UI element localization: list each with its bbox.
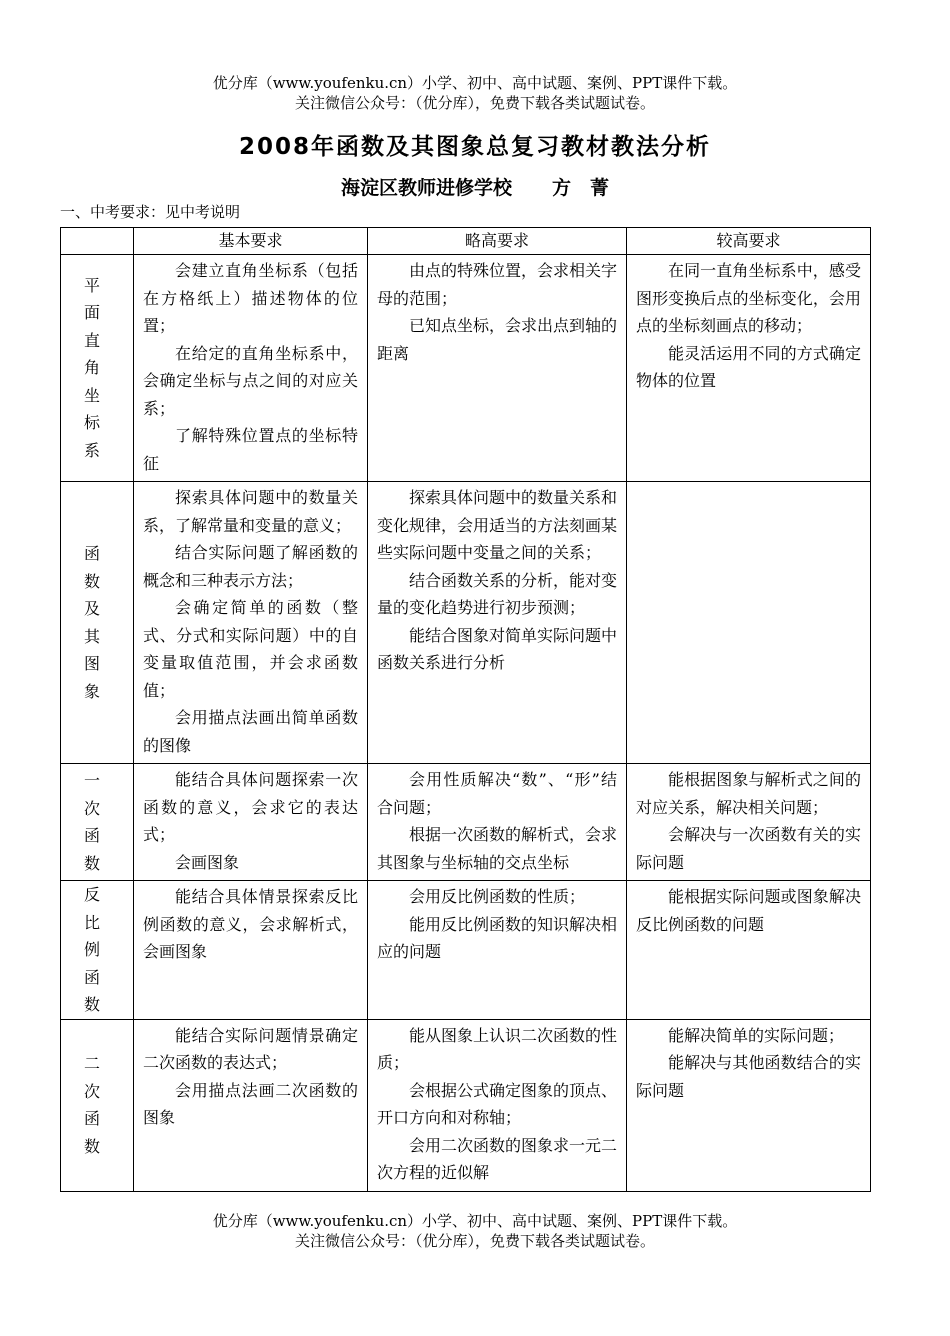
category-label: 二次函数 (83, 1054, 110, 1156)
table-header-row (61, 228, 871, 255)
requirement-text: 能结合具体问题探索一次函数的意义，会求它的表达式； (143, 770, 358, 844)
requirement-text: 能结合实际问题情景确定二次函数的表达式； (143, 1025, 358, 1072)
requirement-text: 会建立直角坐标系（包括在方格纸上）描述物体的位置； (143, 261, 358, 335)
requirement-text: 会根据公式确定图象的顶点、开口方向和对称轴； (377, 1080, 618, 1127)
highest-requirement-cell (627, 255, 871, 482)
requirement-text: 探索具体问题中的数量关系和变化规律，会用适当的方法刻画某些实际问题中变量之间的关系； (377, 488, 618, 562)
highest-requirement-cell (627, 1019, 871, 1191)
requirement-text: 能从图象上认识二次函数的性质； (377, 1025, 618, 1072)
requirement-text: 能解决与其他函数结合的实际问题 (636, 1053, 861, 1100)
requirement-text: 能用反比例函数的知识解决相应的问题 (377, 914, 618, 961)
category-label: 函数及其图象 (83, 544, 110, 701)
table-row (61, 764, 871, 881)
requirement-text: 会解决与一次函数有关的实际问题 (636, 825, 861, 872)
watermark-header (0, 73, 950, 113)
header-cell: 基本要求 (134, 228, 368, 255)
requirement-text: 了解特殊位置点的坐标特征 (143, 426, 358, 473)
category-label: 反比例函数 (83, 885, 110, 1014)
basic-requirement-cell (134, 881, 368, 1020)
highest-requirement-cell (627, 881, 871, 1020)
basic-requirement-cell (134, 764, 368, 881)
category-label: 平面直角坐标系 (83, 275, 110, 460)
document-title: 2008年函数及其图象总复习教材教法分析 (238, 134, 711, 160)
table-row (61, 255, 871, 482)
highest-requirement-cell (627, 764, 871, 881)
requirement-text: 在给定的直角坐标系中，会确定坐标与点之间的对应关系； (143, 343, 358, 418)
requirement-text: 会用反比例函数的性质； (409, 887, 586, 906)
header-cell: 略高要求 (368, 228, 627, 255)
requirement-text: 在同一直角坐标系中，感受图形变换后点的坐标变化，会用点的坐标刻画点的移动； (636, 261, 861, 335)
requirement-text: 能结合具体情景探索反比例函数的意义，会求解析式，会画图象 (143, 887, 358, 961)
higher-requirement-cell (368, 255, 627, 482)
requirement-text: 会确定简单的函数（整式、分式和实际问题）中的自变量取值范围，并会求函数值； (143, 598, 358, 700)
higher-requirement-cell (368, 1019, 627, 1191)
header-cell: 较高要求 (627, 228, 871, 255)
requirement-text: 能解决简单的实际问题； (668, 1025, 845, 1045)
requirement-text: 能灵活运用不同的方式确定物体的位置 (636, 343, 861, 390)
requirements-table (60, 227, 871, 1192)
author-line (0, 173, 950, 200)
table-row (61, 881, 871, 1020)
requirement-text: 探索具体问题中的数量关系，了解常量和变量的意义； (143, 488, 358, 535)
category-cell (61, 881, 134, 1020)
requirement-text: 由点的特殊位置，会求相关字母的范围； (377, 261, 618, 308)
requirement-text: 已知点坐标，会求出点到轴的距离 (377, 316, 618, 363)
category-cell (61, 1019, 134, 1191)
higher-requirement-cell (368, 764, 627, 881)
watermark-line1: 优分库（www.youfenku.cn）小学、初中、高中试题、案例、PPT课件下载。 (212, 74, 738, 92)
requirement-text: 根据一次函数的解析式，会求其图象与坐标轴的交点坐标 (377, 825, 618, 872)
category-cell (61, 764, 134, 881)
category-cell (61, 255, 134, 482)
requirement-text: 会用二次函数的图象求一元二次方程的近似解 (377, 1135, 618, 1182)
category-cell (61, 482, 134, 764)
basic-requirement-cell (134, 1019, 368, 1191)
watermark-line2: 关注微信公众号：（优分库），免费下载各类试题试卷。 (294, 94, 655, 112)
requirement-text: 会画图象 (175, 852, 240, 872)
table-body (61, 255, 871, 1192)
header-cell (61, 228, 134, 255)
basic-requirement-cell (134, 482, 368, 764)
watermark-line1: 优分库（www.youfenku.cn）小学、初中、高中试题、案例、PPT课件下载。 (212, 1212, 738, 1230)
higher-requirement-cell (368, 482, 627, 764)
author-name: 方 菁 (552, 177, 610, 199)
requirement-text: 能根据实际问题或图象解决反比例函数的问题 (636, 887, 861, 934)
requirement-text: 会用描点法画出简单函数的图像 (143, 708, 358, 755)
basic-requirement-cell (134, 255, 368, 482)
requirement-text: 结合实际问题了解函数的概念和三种表示方法； (143, 543, 358, 590)
highest-requirement-cell (627, 482, 871, 764)
category-label: 一次函数 (83, 771, 110, 873)
author-school: 海淀区教师进修学校 (340, 177, 512, 199)
requirement-text: 会用描点法画二次函数的图象 (143, 1080, 358, 1127)
section-heading: 一、中考要求：见中考说明 (60, 203, 241, 221)
watermark-footer (0, 1211, 950, 1251)
table-row (61, 1019, 871, 1191)
higher-requirement-cell (368, 881, 627, 1020)
requirement-text: 能结合图象对简单实际问题中函数关系进行分析 (377, 625, 618, 672)
requirement-text: 结合函数关系的分析，能对变量的变化趋势进行初步预测； (377, 570, 618, 617)
table-row (61, 482, 871, 764)
requirement-text: 能根据图象与解析式之间的对应关系，解决相关问题； (636, 770, 861, 817)
requirement-text: 会用性质解决“数”、“形”结合问题； (377, 770, 617, 817)
watermark-line2: 关注微信公众号：（优分库），免费下载各类试题试卷。 (294, 1232, 655, 1250)
